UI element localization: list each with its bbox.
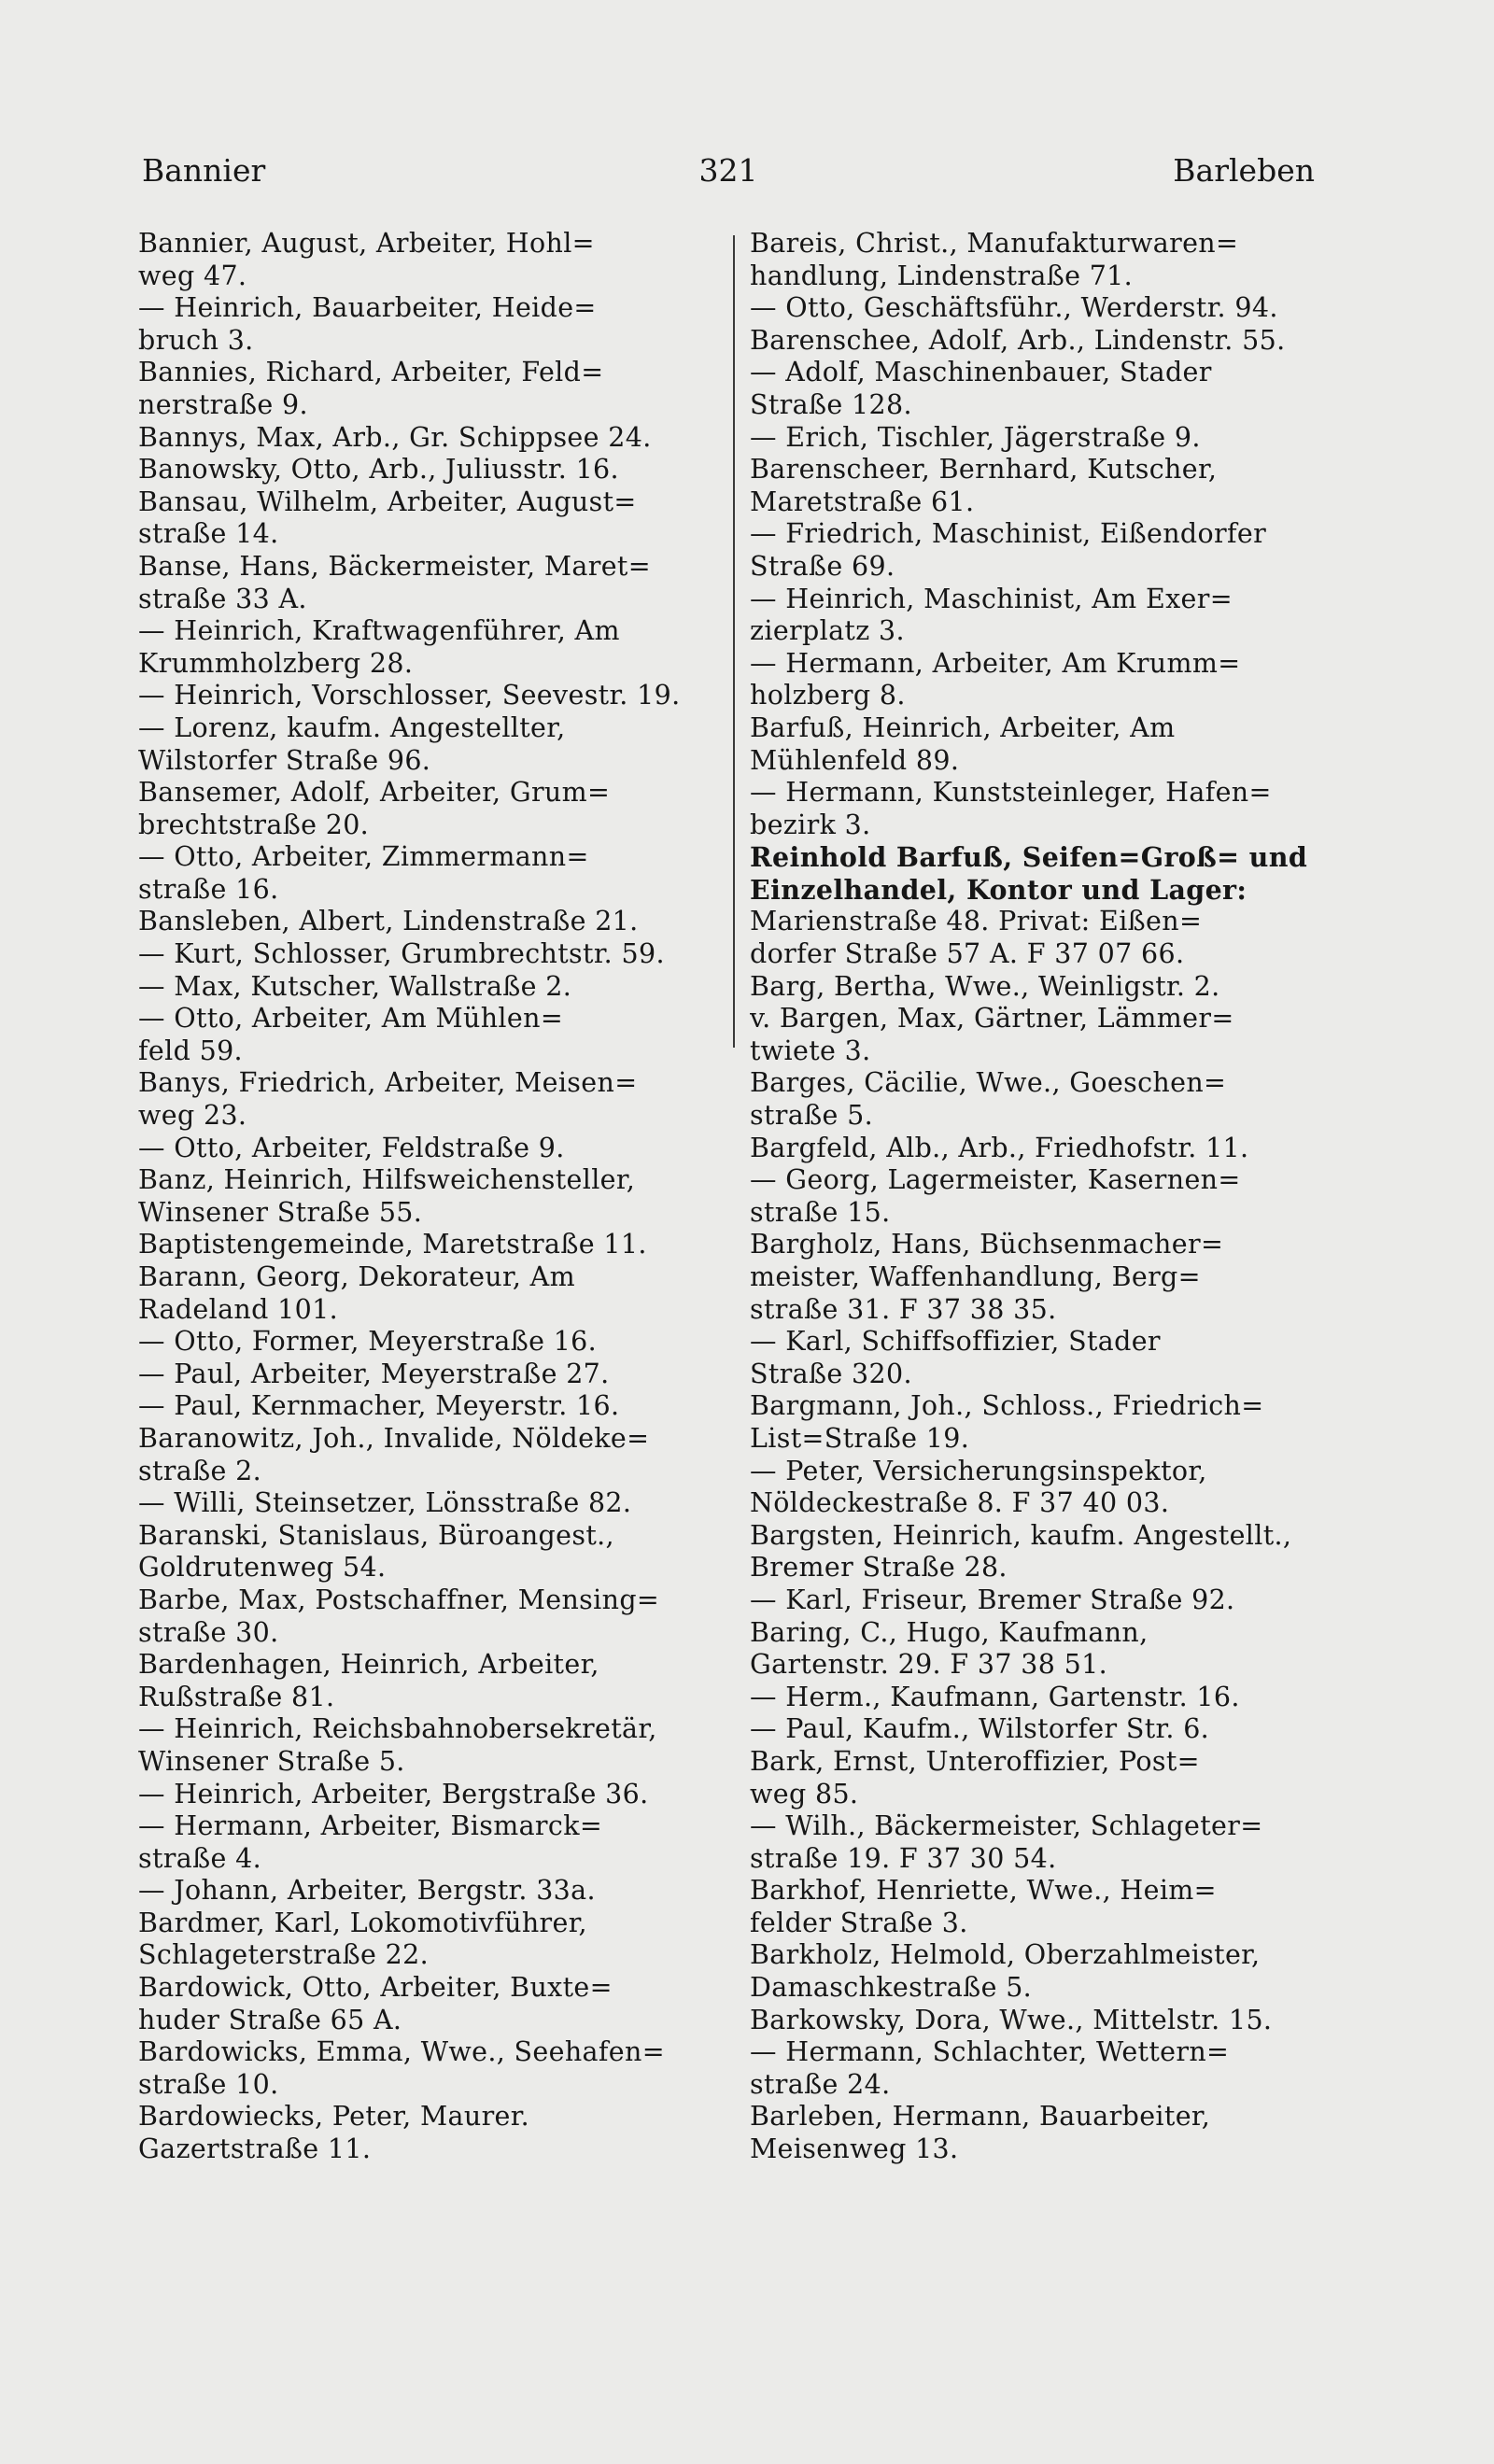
entry-line: Bannier, August, Arbeiter, Hohl= (138, 228, 595, 259)
entry-line: straße 2. (138, 1455, 261, 1486)
entry-line: Barkowsky, Dora, Wwe., Mittelstr. 15. (750, 2004, 1273, 2035)
entry-line: Bardowick, Otto, Arbeiter, Buxte= (138, 1972, 613, 2004)
entry-line: Mühlenfeld 89. (750, 744, 960, 776)
entry-line: weg 85. (750, 1778, 859, 1809)
entry-line: Straße 320. (750, 1358, 912, 1389)
entry-line: Barkholz, Helmold, Oberzahlmeister, (750, 1939, 1261, 1971)
page-header (142, 152, 1315, 199)
entry-line: straße 19. F 37 30 54. (750, 1842, 1057, 1874)
entry-line: Schlageterstraße 22. (138, 1939, 429, 1971)
entry-line: brechtstraße 20. (138, 809, 370, 840)
entry-line: holzberg 8. (750, 680, 906, 711)
entry-line: straße 33 A. (138, 583, 307, 614)
entry-line: Maretstraße 61. (750, 486, 975, 517)
entry-line: Bansleben, Albert, Lindenstraße 21. (138, 906, 639, 937)
entry-line: Marienstraße 48. Privat: Eißen= (750, 906, 1203, 937)
entry-line: straße 16. (138, 873, 279, 905)
entry-line: — Johann, Arbeiter, Bergstr. 33a. (138, 1875, 596, 1907)
entry-line: Baring, C., Hugo, Kaufmann, (750, 1616, 1149, 1648)
entry-line: — Otto, Arbeiter, Feldstraße 9. (138, 1132, 565, 1163)
entry-line: Bareis, Christ., Manufakturwaren= (750, 228, 1239, 259)
entry-line: Bardenhagen, Heinrich, Arbeiter, (138, 1649, 599, 1681)
entry-line: Bansemer, Adolf, Arbeiter, Grum= (138, 777, 611, 809)
entry-line: Straße 69. (750, 550, 895, 582)
entry-line: Banowsky, Otto, Arb., Juliusstr. 16. (138, 454, 619, 486)
entry-line: Banys, Friedrich, Arbeiter, Meisen= (138, 1067, 638, 1099)
entry-line: — Herm., Kaufmann, Gartenstr. 16. (750, 1681, 1240, 1712)
entry-line: Gartenstr. 29. F 37 38 51. (750, 1649, 1108, 1681)
entry-line: Radeland 101. (138, 1293, 338, 1325)
entry-line: — Otto, Former, Meyerstraße 16. (138, 1326, 598, 1358)
entry-line: — Karl, Schiffsoffizier, Stader (750, 1326, 1161, 1358)
entry-line: weg 23. (138, 1100, 247, 1132)
entry-line: — Heinrich, Vorschlosser, Seevestr. 19. (138, 680, 681, 711)
entry-line: straße 5. (750, 1100, 873, 1132)
entry-line: — Hermann, Schlachter, Wettern= (750, 2036, 1230, 2068)
entry-line: Barenscheer, Bernhard, Kutscher, (750, 454, 1218, 486)
entry-line: Krummholzberg 28. (138, 647, 414, 679)
entry-line: — Peter, Versicherungsinspektor, (750, 1455, 1207, 1486)
entry-line: Barges, Cäcilie, Wwe., Goeschen= (750, 1067, 1227, 1099)
entry-line: — Friedrich, Maschinist, Eißendorfer (750, 518, 1267, 550)
entry-line: Bark, Ernst, Unteroffizier, Post= (750, 1745, 1200, 1777)
entry-line: felder Straße 3. (750, 1907, 968, 1938)
entry-line: — Paul, Arbeiter, Meyerstraße 27. (138, 1358, 610, 1389)
entry-line: — Wilh., Bäckermeister, Schlageter= (750, 1810, 1263, 1842)
entry-line: — Willi, Steinsetzer, Lönsstraße 82. (138, 1487, 632, 1519)
entry-line: Bardowicks, Emma, Wwe., Seehafen= (138, 2036, 665, 2068)
entry-line: v. Bargen, Max, Gärtner, Lämmer= (750, 1003, 1234, 1035)
entry-line: Barbe, Max, Postschaffner, Mensing= (138, 1584, 660, 1615)
entry-line: handlung, Lindenstraße 71. (750, 260, 1134, 291)
entry-line: Barann, Georg, Dekorateur, Am (138, 1261, 575, 1292)
page-number: 321 (698, 152, 758, 189)
entry-line: — Otto, Arbeiter, Am Mühlen= (138, 1003, 564, 1035)
entry-line: — Heinrich, Maschinist, Am Exer= (750, 583, 1233, 614)
entry-line: — Hermann, Kunststeinleger, Hafen= (750, 777, 1272, 809)
header-left-keyword: Bannier (142, 152, 266, 189)
entry-line: meister, Waffenhandlung, Berg= (750, 1261, 1201, 1292)
entry-line: Baptistengemeinde, Maretstraße 11. (138, 1229, 647, 1260)
entry-line: weg 47. (138, 260, 247, 291)
entry-line: — Erich, Tischler, Jägerstraße 9. (750, 421, 1201, 453)
entry-line: — Heinrich, Bauarbeiter, Heide= (138, 292, 597, 324)
entry-line: Einzelhandel, Kontor und Lager: (750, 873, 1247, 906)
entry-line: — Otto, Arbeiter, Zimmermann= (138, 841, 589, 873)
entry-line: feld 59. (138, 1035, 243, 1066)
left-column (138, 228, 726, 2166)
entry-line: Bargmann, Joh., Schloss., Friedrich= (750, 1390, 1264, 1422)
entry-line: List=Straße 19. (750, 1422, 970, 1454)
entry-line: Winsener Straße 55. (138, 1196, 423, 1228)
entry-line: — Paul, Kernmacher, Meyerstr. 16. (138, 1390, 620, 1422)
entry-line: — Hermann, Arbeiter, Am Krumm= (750, 647, 1241, 679)
entry-line: straße 4. (138, 1842, 261, 1874)
entry-line: — Karl, Friseur, Bremer Straße 92. (750, 1584, 1235, 1615)
entry-line: Barg, Bertha, Wwe., Weinligstr. 2. (750, 970, 1220, 1002)
entry-line: Goldrutenweg 54. (138, 1552, 387, 1584)
entry-line: Winsener Straße 5. (138, 1745, 405, 1777)
entry-line: — Georg, Lagermeister, Kasernen= (750, 1164, 1241, 1196)
entry-line: Rußstraße 81. (138, 1681, 335, 1712)
entry-line: — Otto, Geschäftsführ., Werderstr. 94. (750, 292, 1278, 324)
entry-line: Barenschee, Adolf, Arb., Lindenstr. 55. (750, 324, 1286, 356)
entry-line: Reinhold Barfuß, Seifen=Groß= und (750, 841, 1308, 874)
entry-line: straße 15. (750, 1196, 891, 1228)
entry-line: bruch 3. (138, 324, 254, 356)
entry-line: straße 10. (138, 2068, 279, 2100)
entry-line: — Heinrich, Kraftwagenführer, Am (138, 615, 620, 647)
entry-line: zierplatz 3. (750, 615, 905, 647)
entry-line: twiete 3. (750, 1035, 871, 1066)
entry-line: Bremer Straße 28. (750, 1552, 1008, 1584)
entry-line: Bardmer, Karl, Lokomotivführer, (138, 1907, 587, 1938)
entry-line: Bargfeld, Alb., Arb., Friedhofstr. 11. (750, 1132, 1249, 1163)
header-right-keyword: Barleben (1173, 152, 1315, 189)
entry-line: Barkhof, Henriette, Wwe., Heim= (750, 1875, 1217, 1907)
entry-line: straße 14. (138, 518, 279, 550)
entry-line: Damaschkestraße 5. (750, 1972, 1033, 2004)
entry-line: Banse, Hans, Bäckermeister, Maret= (138, 550, 651, 582)
entry-line: — Hermann, Arbeiter, Bismarck= (138, 1810, 603, 1842)
entry-line: Bargholz, Hans, Büchsenmacher= (750, 1229, 1224, 1260)
entry-line: — Lorenz, kaufm. Angestellter, (138, 711, 566, 743)
entry-line: Baranski, Stanislaus, Büroangest., (138, 1519, 614, 1551)
right-column (750, 228, 1336, 2166)
entry-line: Meisenweg 13. (750, 2133, 959, 2165)
entry-line: Bansau, Wilhelm, Arbeiter, August= (138, 486, 637, 517)
entry-line: Bargsten, Heinrich, kaufm. Angestellt., (750, 1519, 1292, 1551)
entry-line: Straße 128. (750, 388, 912, 420)
entry-line: — Heinrich, Reichsbahnobersekretär, (138, 1713, 657, 1745)
entry-line: Barleben, Hermann, Bauarbeiter, (750, 2101, 1211, 2133)
entry-line: Barfuß, Heinrich, Arbeiter, Am (750, 711, 1176, 743)
column-divider (733, 235, 735, 1048)
entry-line: straße 24. (750, 2068, 891, 2100)
entry-line: Nöldeckestraße 8. F 37 40 03. (750, 1487, 1170, 1519)
entry-line: dorfer Straße 57 A. F 37 07 66. (750, 938, 1185, 970)
entry-line: — Paul, Kaufm., Wilstorfer Str. 6. (750, 1713, 1210, 1745)
entry-line: straße 31. F 37 38 35. (750, 1293, 1057, 1325)
entry-line: Baranowitz, Joh., Invalide, Nöldeke= (138, 1422, 650, 1454)
entry-line: Bardowiecks, Peter, Maurer. (138, 2101, 530, 2133)
entry-line: Wilstorfer Straße 96. (138, 744, 431, 776)
entry-line: huder Straße 65 A. (138, 2004, 402, 2035)
entry-line: nerstraße 9. (138, 388, 308, 420)
entry-line: Bannys, Max, Arb., Gr. Schippsee 24. (138, 421, 652, 453)
entry-line: straße 30. (138, 1616, 279, 1648)
entry-line: Gazertstraße 11. (138, 2133, 372, 2165)
entry-line: — Max, Kutscher, Wallstraße 2. (138, 970, 572, 1002)
entry-line: Banz, Heinrich, Hilfsweichensteller, (138, 1164, 636, 1196)
entry-line: — Adolf, Maschinenbauer, Stader (750, 357, 1212, 388)
entry-line: — Kurt, Schlosser, Grumbrechtstr. 59. (138, 938, 665, 970)
entry-line: bezirk 3. (750, 809, 871, 840)
entry-line: — Heinrich, Arbeiter, Bergstraße 36. (138, 1778, 649, 1809)
entry-line: Bannies, Richard, Arbeiter, Feld= (138, 357, 604, 388)
